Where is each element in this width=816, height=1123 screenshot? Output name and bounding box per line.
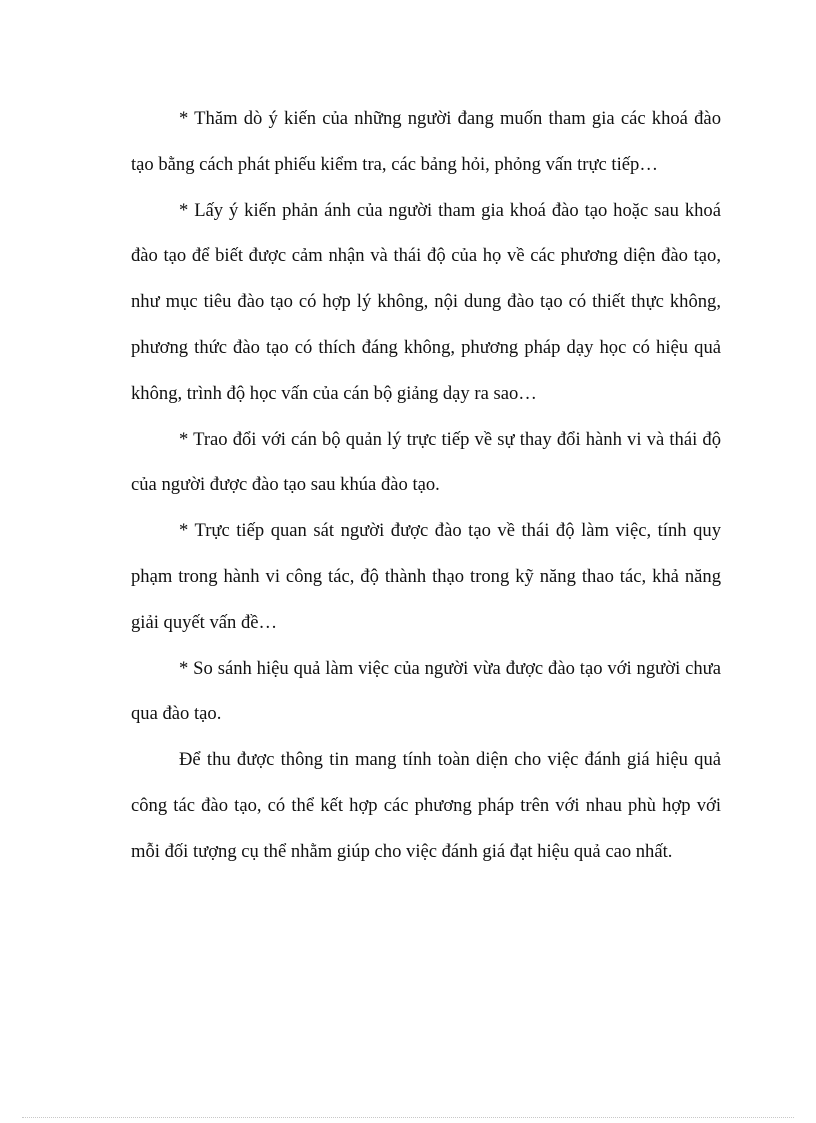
text-line: qua đào tạo. [131, 703, 222, 725]
paragraph-manager-exchange [131, 417, 721, 509]
text-line: * Lấy ý kiến phản ánh của người tham gia khoá đào tạo hoặc sau khoá [179, 199, 721, 221]
text-line: công tác đào tạo, có thể kết hợp các phương pháp trên với nhau phù hợp với [131, 794, 721, 816]
body-text [131, 96, 721, 875]
text-line: của người được đào tạo sau khúa đào tạo. [131, 474, 440, 496]
paragraph-survey [131, 96, 721, 188]
text-line: như mục tiêu đào tạo có hợp lý không, nội dung đào tạo có thiết thực không, [131, 291, 721, 313]
text-line: giải quyết vấn đề… [131, 611, 278, 633]
paragraph-conclusion [131, 737, 721, 874]
text-line: * Trực tiếp quan sát người được đào tạo về thái độ làm việc, tính quy [179, 520, 721, 542]
paragraph-comparison [131, 646, 721, 738]
text-line: phương thức đào tạo có thích đáng không, phương pháp dạy học có hiệu quả [131, 336, 721, 358]
text-line: Để thu được thông tin mang tính toàn diện cho việc đánh giá hiệu quả [179, 749, 721, 771]
text-line: * So sánh hiệu quả làm việc của người vừa được đào tạo với người chưa [179, 657, 721, 679]
text-line: đào tạo để biết được cảm nhận và thái độ của họ về các phương diện đào tạo, [131, 245, 721, 267]
text-line: * Thăm dò ý kiến của những người đang muốn tham gia các khoá đào [179, 108, 721, 129]
text-line: * Trao đổi với cán bộ quản lý trực tiếp về sự thay đổi hành vi và thái độ [179, 428, 721, 450]
text-line: không, trình độ học vấn của cán bộ giảng dạy ra sao… [131, 382, 537, 404]
paragraph-feedback [131, 188, 721, 417]
page-bottom-divider [22, 1117, 794, 1118]
text-line: mỗi đối tượng cụ thể nhằm giúp cho việc đánh giá đạt hiệu quả cao nhất. [131, 840, 673, 862]
text-line: tạo bằng cách phát phiếu kiểm tra, các bảng hỏi, phỏng vấn trực tiếp… [131, 153, 658, 175]
text-line: phạm trong hành vi công tác, độ thành thạo trong kỹ năng thao tác, khả năng [131, 565, 721, 587]
paragraph-observation [131, 508, 721, 645]
